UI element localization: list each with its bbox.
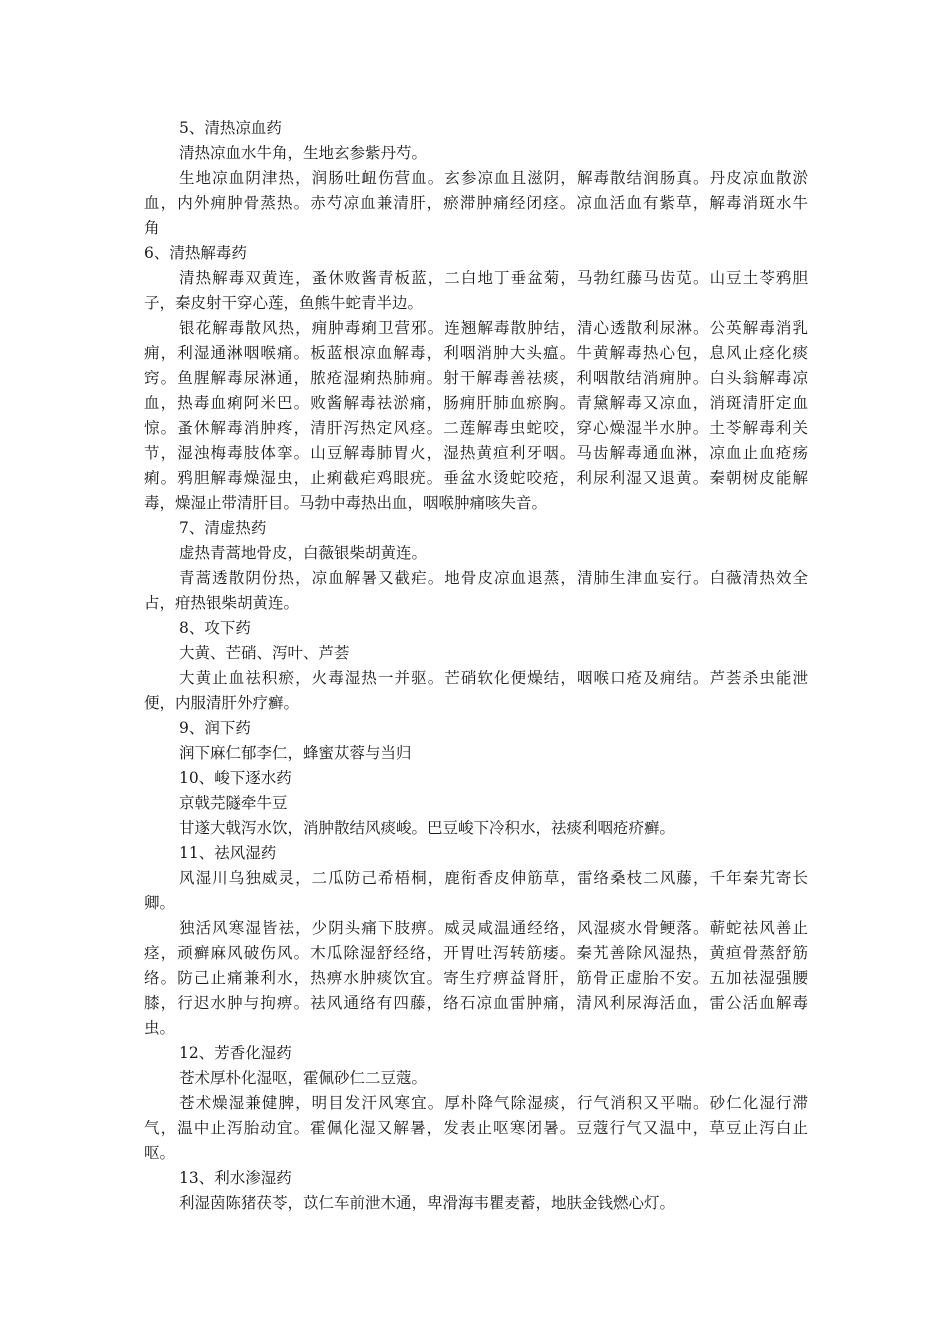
text-line: 节，湿浊梅毒肢体挛。山豆解毒肺胃火，湿热黄疸利牙咽。马齿解毒通血淋，凉血止血疮疡: [144, 444, 808, 462]
text-line: 虚热青蒿地骨皮，白薇银柴胡黄连。: [179, 544, 428, 562]
text-line: 卿。: [144, 894, 176, 912]
text-line: 6、清热解毒药: [144, 244, 247, 262]
text-line: 青蒿透散阴份热，凉血解暑又截疟。地骨皮凉血退蒸，清肺生津血妄行。白薇清热效全: [179, 569, 808, 587]
text-line: 13、利水渗湿药: [179, 1169, 292, 1187]
text-line: 大黄止血祛积瘀，火毒湿热一并驱。芒硝软化便燥结，咽喉口疮及痈结。芦荟杀虫能泄: [179, 669, 808, 687]
text-line: 大黄、芒硝、泻叶、芦荟: [179, 644, 350, 662]
text-line: 苍术燥湿兼健脾，明目发汗风寒宜。厚朴降气除湿痰，行气消积又平喘。砂仁化湿行滞: [179, 1094, 808, 1112]
text-line: 痉，顽癣麻风破伤风。木瓜除湿舒经络，开胃吐泻转筋痿。秦艽善除风湿热，黄疸骨蒸舒筋: [144, 944, 808, 962]
text-line: 银花解毒散风热，痈肿毒痢卫营邪。连翘解毒散肿结，清心透散利尿淋。公英解毒消乳: [179, 319, 808, 337]
text-line: 痈，利湿通淋咽喉痛。板蓝根凉血解毒，利咽消肿大头瘟。牛黄解毒热心包，息风止痉化痰: [144, 344, 808, 362]
text-line: 12、芳香化湿药: [179, 1044, 292, 1062]
text-line: 痢。鸦胆解毒燥湿虫，止痢截疟鸡眼疣。垂盆水烫蛇咬疮，利尿利湿又退黄。秦朝树皮能解: [144, 469, 808, 487]
text-line: 呕。: [144, 1144, 176, 1162]
text-line: 占，疳热银柴胡黄连。: [144, 594, 300, 612]
text-line: 毒，燥湿止带清肝目。马勃中毒热出血，咽喉肿痛咳失音。: [144, 494, 548, 512]
text-line: 润下麻仁郁李仁，蜂蜜苁蓉与当归: [179, 744, 412, 762]
text-line: 络。防己止痛兼利水，热痹水肿痰饮宜。寄生疗痹益肾肝，筋骨正虚胎不安。五加祛湿强腰: [144, 969, 808, 987]
text-line: 8、攻下药: [179, 619, 251, 637]
text-line: 生地凉血阴津热，润肠吐衄伤营血。玄参凉血且滋阴，解毒散结润肠真。丹皮凉血散淤: [179, 169, 808, 187]
text-line: 虫。: [144, 1019, 176, 1037]
text-line: 甘遂大戟泻水饮，消肿散结风痰峻。巴豆峻下冷积水，祛痰利咽疮疥癣。: [179, 819, 676, 837]
text-line: 苍术厚朴化湿呕，霍佩砂仁二豆蔻。: [179, 1069, 428, 1087]
text-line: 血，热毒血痢阿米巴。败酱解毒祛淤痛，肠痈肝肺血瘀胸。青黛解毒又凉血，消斑清肝定血: [144, 394, 808, 412]
text-line: 窍。鱼腥解毒尿淋通，脓疮湿痢热肺痈。射干解毒善祛痰，利咽散结消痈肿。白头翁解毒凉: [144, 369, 808, 387]
text-line: 利湿茵陈猪茯苓，苡仁车前泄木通，卑滑海韦瞿麦蓄，地肤金钱燃心灯。: [179, 1194, 676, 1212]
text-line: 清热凉血水牛角，生地玄参紫丹芍。: [179, 144, 428, 162]
text-line: 血，内外痈肿骨蒸热。赤芍凉血兼清肝，瘀滞肿痛经闭痉。凉血活血有紫草，解毒消斑水牛: [144, 194, 808, 212]
text-line: 便，内服清肝外疗癣。: [144, 694, 300, 712]
text-line: 清热解毒双黄连，蚤休败酱青板蓝，二白地丁垂盆菊，马勃红藤马齿苋。山豆土苓鸦胆: [179, 269, 808, 287]
text-line: 5、清热凉血药: [179, 119, 282, 137]
text-line: 子，秦皮射干穿心莲，鱼熊牛蛇青半边。: [144, 294, 424, 312]
text-line: 独活风寒湿皆祛，少阴头痛下肢痹。威灵咸温通经络，风湿痰水骨鲠落。蕲蛇祛风善止: [179, 919, 808, 937]
text-line: 角: [144, 219, 160, 237]
text-line: 9、润下药: [179, 719, 251, 737]
text-line: 气，温中止泻胎动宜。霍佩化湿又解暑，发表止呕寒闭暑。豆蔻行气又温中，草豆止泻白止: [144, 1119, 808, 1137]
text-line: 京戟芫隧牵牛豆: [179, 794, 288, 812]
text-line: 11、祛风湿药: [179, 844, 277, 862]
text-line: 7、清虚热药: [179, 519, 267, 537]
text-line: 惊。蚤休解毒消肿疼，清肝泻热定风痉。二莲解毒虫蛇咬，穿心燥湿半水肿。土苓解毒利关: [144, 419, 808, 437]
text-line: 10、峻下逐水药: [179, 769, 292, 787]
text-line: 膝，行迟水肿与拘痹。祛风通络有四藤，络石凉血雷肿痛，清风利尿海活血，雷公活血解毒: [144, 994, 808, 1012]
text-line: 风湿川乌独威灵，二瓜防己希梧桐，鹿衔香皮伸筋草，雷络桑枝二风藤，千年秦艽寄长: [179, 869, 808, 887]
